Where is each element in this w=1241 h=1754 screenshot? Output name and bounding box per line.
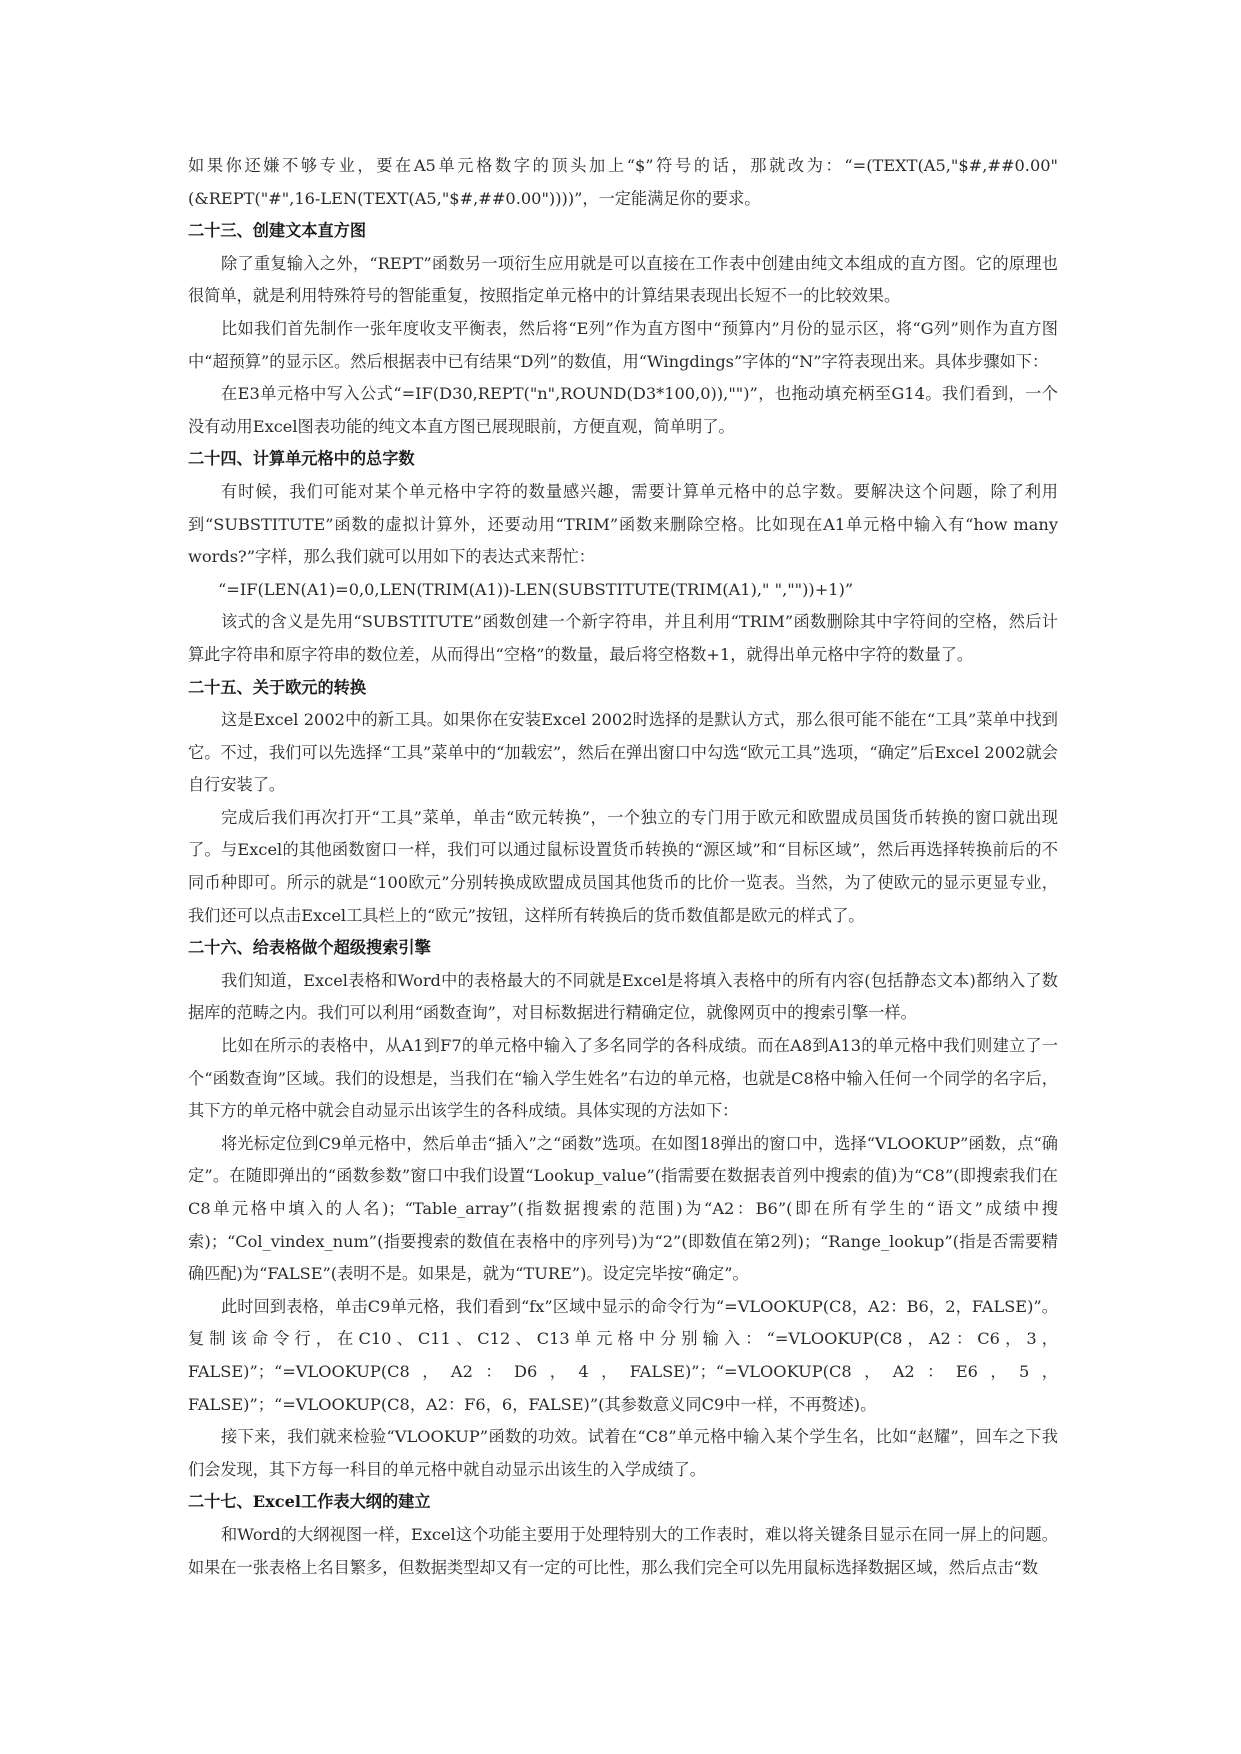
heading-section-23: 二十三、创建文本直方图 xyxy=(188,221,367,241)
paragraph: 该式的含义是先用“SUBSTITUTE”函数创建一个新字符串，并且利用“TRIM”函数删除其中字符间的空格，然后计算此字符串和原字符串的数位差，从而得出“空格”的数量，最后将空格数+1，就得出单元格中字符的数量了。 xyxy=(188,612,1058,664)
heading-section-27: 二十七、Excel工作表大纲的建立 xyxy=(188,1492,431,1512)
paragraph: 完成后我们再次打开“工具”菜单，单击“欧元转换”，一个独立的专门用于欧元和欧盟成员国货币转换的窗口就出现了。与Excel的其他函数窗口一样，我们可以通过鼠标设置货币转换的“源区域”和“目标区域”，然后再选择转换前后的不同币种即可。所示的就是“100欧元”分别转换成欧盟成员国其他货币的比价一览表。当然，为了使欧元的显示更显专业，我们还可以点击Excel工具栏上的“欧元”按钮，这样所有转换后的货币数值都是欧元的样式了。 xyxy=(188,807,1058,925)
paragraph: 在E3单元格中写入公式“=IF(D30,REPT("n",ROUND(D3*100,0)),"")”，也拖动填充柄至G14。我们看到，一个没有动用Excel图表功能的纯文本直方图已展现眼前，方便直观，简单明了。 xyxy=(188,384,1058,436)
paragraph: 有时候，我们可能对某个单元格中字符的数量感兴趣，需要计算单元格中的总字数。要解决这个问题，除了利用到“SUBSTITUTE”函数的虚拟计算外，还要动用“TRIM”函数来删除空格。比如现在A1单元格中输入有“how many words?”字样，那么我们就可以用如下的表达式来帮忙： xyxy=(188,481,1058,567)
heading-section-26: 二十六、给表格做个超级搜索引擎 xyxy=(188,938,431,958)
paragraph: 将光标定位到C9单元格中，然后单击“插入”之“函数”选项。在如图18弹出的窗口中，选择“VLOOKUP”函数，点“确定”。在随即弹出的“函数参数”窗口中我们设置“Lookup_value”(指需要在数据表首列中搜索的值)为“C8”(即搜索我们在C8单元格中填入的人名)；“Table_array”(指数据搜索的范围)为“A2：B6”(即在所有学生的“语文”成绩中搜索)；“Col_vindex_num”(指要搜索的数值在表格中的序列号)为“2”(即数值在第2列)；“Range_lookup”(指是否需要精确匹配)为“FALSE”(表明不是。如果是，就为“TURE”)。设定完毕按“确定”。 xyxy=(188,1133,1058,1284)
formula-line: “=IF(LEN(A1)=0,0,LEN(TRIM(A1))-LEN(SUBSTITUTE(TRIM(A1)," ",""))+1)” xyxy=(218,579,854,599)
paragraph: 除了重复输入之外，“REPT”函数另一项衍生应用就是可以直接在工作表中创建由纯文本组成的直方图。它的原理也很简单，就是利用特殊符号的智能重复，按照指定单元格中的计算结果表现出长短不一的比较效果。 xyxy=(188,253,1058,306)
paragraph: 此时回到表格，单击C9单元格，我们看到“fx”区域中显示的命令行为“=VLOOKUP(C8，A2：B6，2，FALSE)”。复制该命令行，在C10、C11、C12、C13单元格中分别输入：“=VLOOKUP(C8，A2：C6，3，FALSE)”；“=VLOOKUP(C8，A2：D6，4，FALSE)”；“=VLOOKUP(C8，A2：E6，5，FALSE)”；“=VLOOKUP(C8，A2：F6，6，FALSE)”(其参数意义同C9中一样，不再赘述)。 xyxy=(188,1296,1058,1414)
document-page xyxy=(188,150,1058,1584)
paragraph: 比如我们首先制作一张年度收支平衡表，然后将“E列”作为直方图中“预算内”月份的显示区，将“G列”则作为直方图中“超预算”的显示区。然后根据表中已有结果“D列”的数值，用“Wingdings”字体的“N”字符表现出来。具体步骤如下： xyxy=(188,318,1058,371)
paragraph: 和Word的大纲视图一样，Excel这个功能主要用于处理特别大的工作表时，难以将关键条目显示在同一屏上的问题。如果在一张表格上名目繁多，但数据类型却又有一定的可比性，那么我们完全可以先用鼠标选择数据区域，然后点击“数 xyxy=(188,1524,1058,1577)
paragraph-currency-format: 如果你还嫌不够专业，要在A5单元格数字的顶头加上“$”符号的话，那就改为：“=(TEXT(A5,"$#,##0.00"(&REPT("#",16-LEN(TEXT(A5,"$#,##0.00"))))”，一定能满足你的要求。 xyxy=(188,156,1058,208)
paragraph: 这是Excel 2002中的新工具。如果你在安装Excel 2002时选择的是默认方式，那么很可能不能在“工具”菜单中找到它。不过，我们可以先选择“工具”菜单中的“加载宏”，然后在弹出窗口中勾选“欧元工具”选项，“确定”后Excel 2002就会自行安装了。 xyxy=(188,710,1058,795)
paragraph: 比如在所示的表格中，从A1到F7的单元格中输入了多名同学的各科成绩。而在A8到A13的单元格中我们则建立了一个“函数查询”区域。我们的设想是，当我们在“输入学生姓名”右边的单元格，也就是C8格中输入任何一个同学的名字后，其下方的单元格中就会自动显示出该学生的各科成绩。具体实现的方法如下： xyxy=(188,1036,1058,1121)
paragraph: 接下来，我们就来检验“VLOOKUP”函数的功效。试着在“C8”单元格中输入某个学生名，比如“赵耀”，回车之下我们会发现，其下方每一科目的单元格中就自动显示出该生的入学成绩了。 xyxy=(188,1427,1058,1479)
heading-section-25: 二十五、关于欧元的转换 xyxy=(188,677,367,697)
heading-section-24: 二十四、计算单元格中的总字数 xyxy=(188,449,415,469)
paragraph: 我们知道，Excel表格和Word中的表格最大的不同就是Excel是将填入表格中的所有内容(包括静态文本)都纳入了数据库的范畴之内。我们可以利用“函数查询”，对目标数据进行精确定位，就像网页中的搜索引擎一样。 xyxy=(188,970,1058,1023)
